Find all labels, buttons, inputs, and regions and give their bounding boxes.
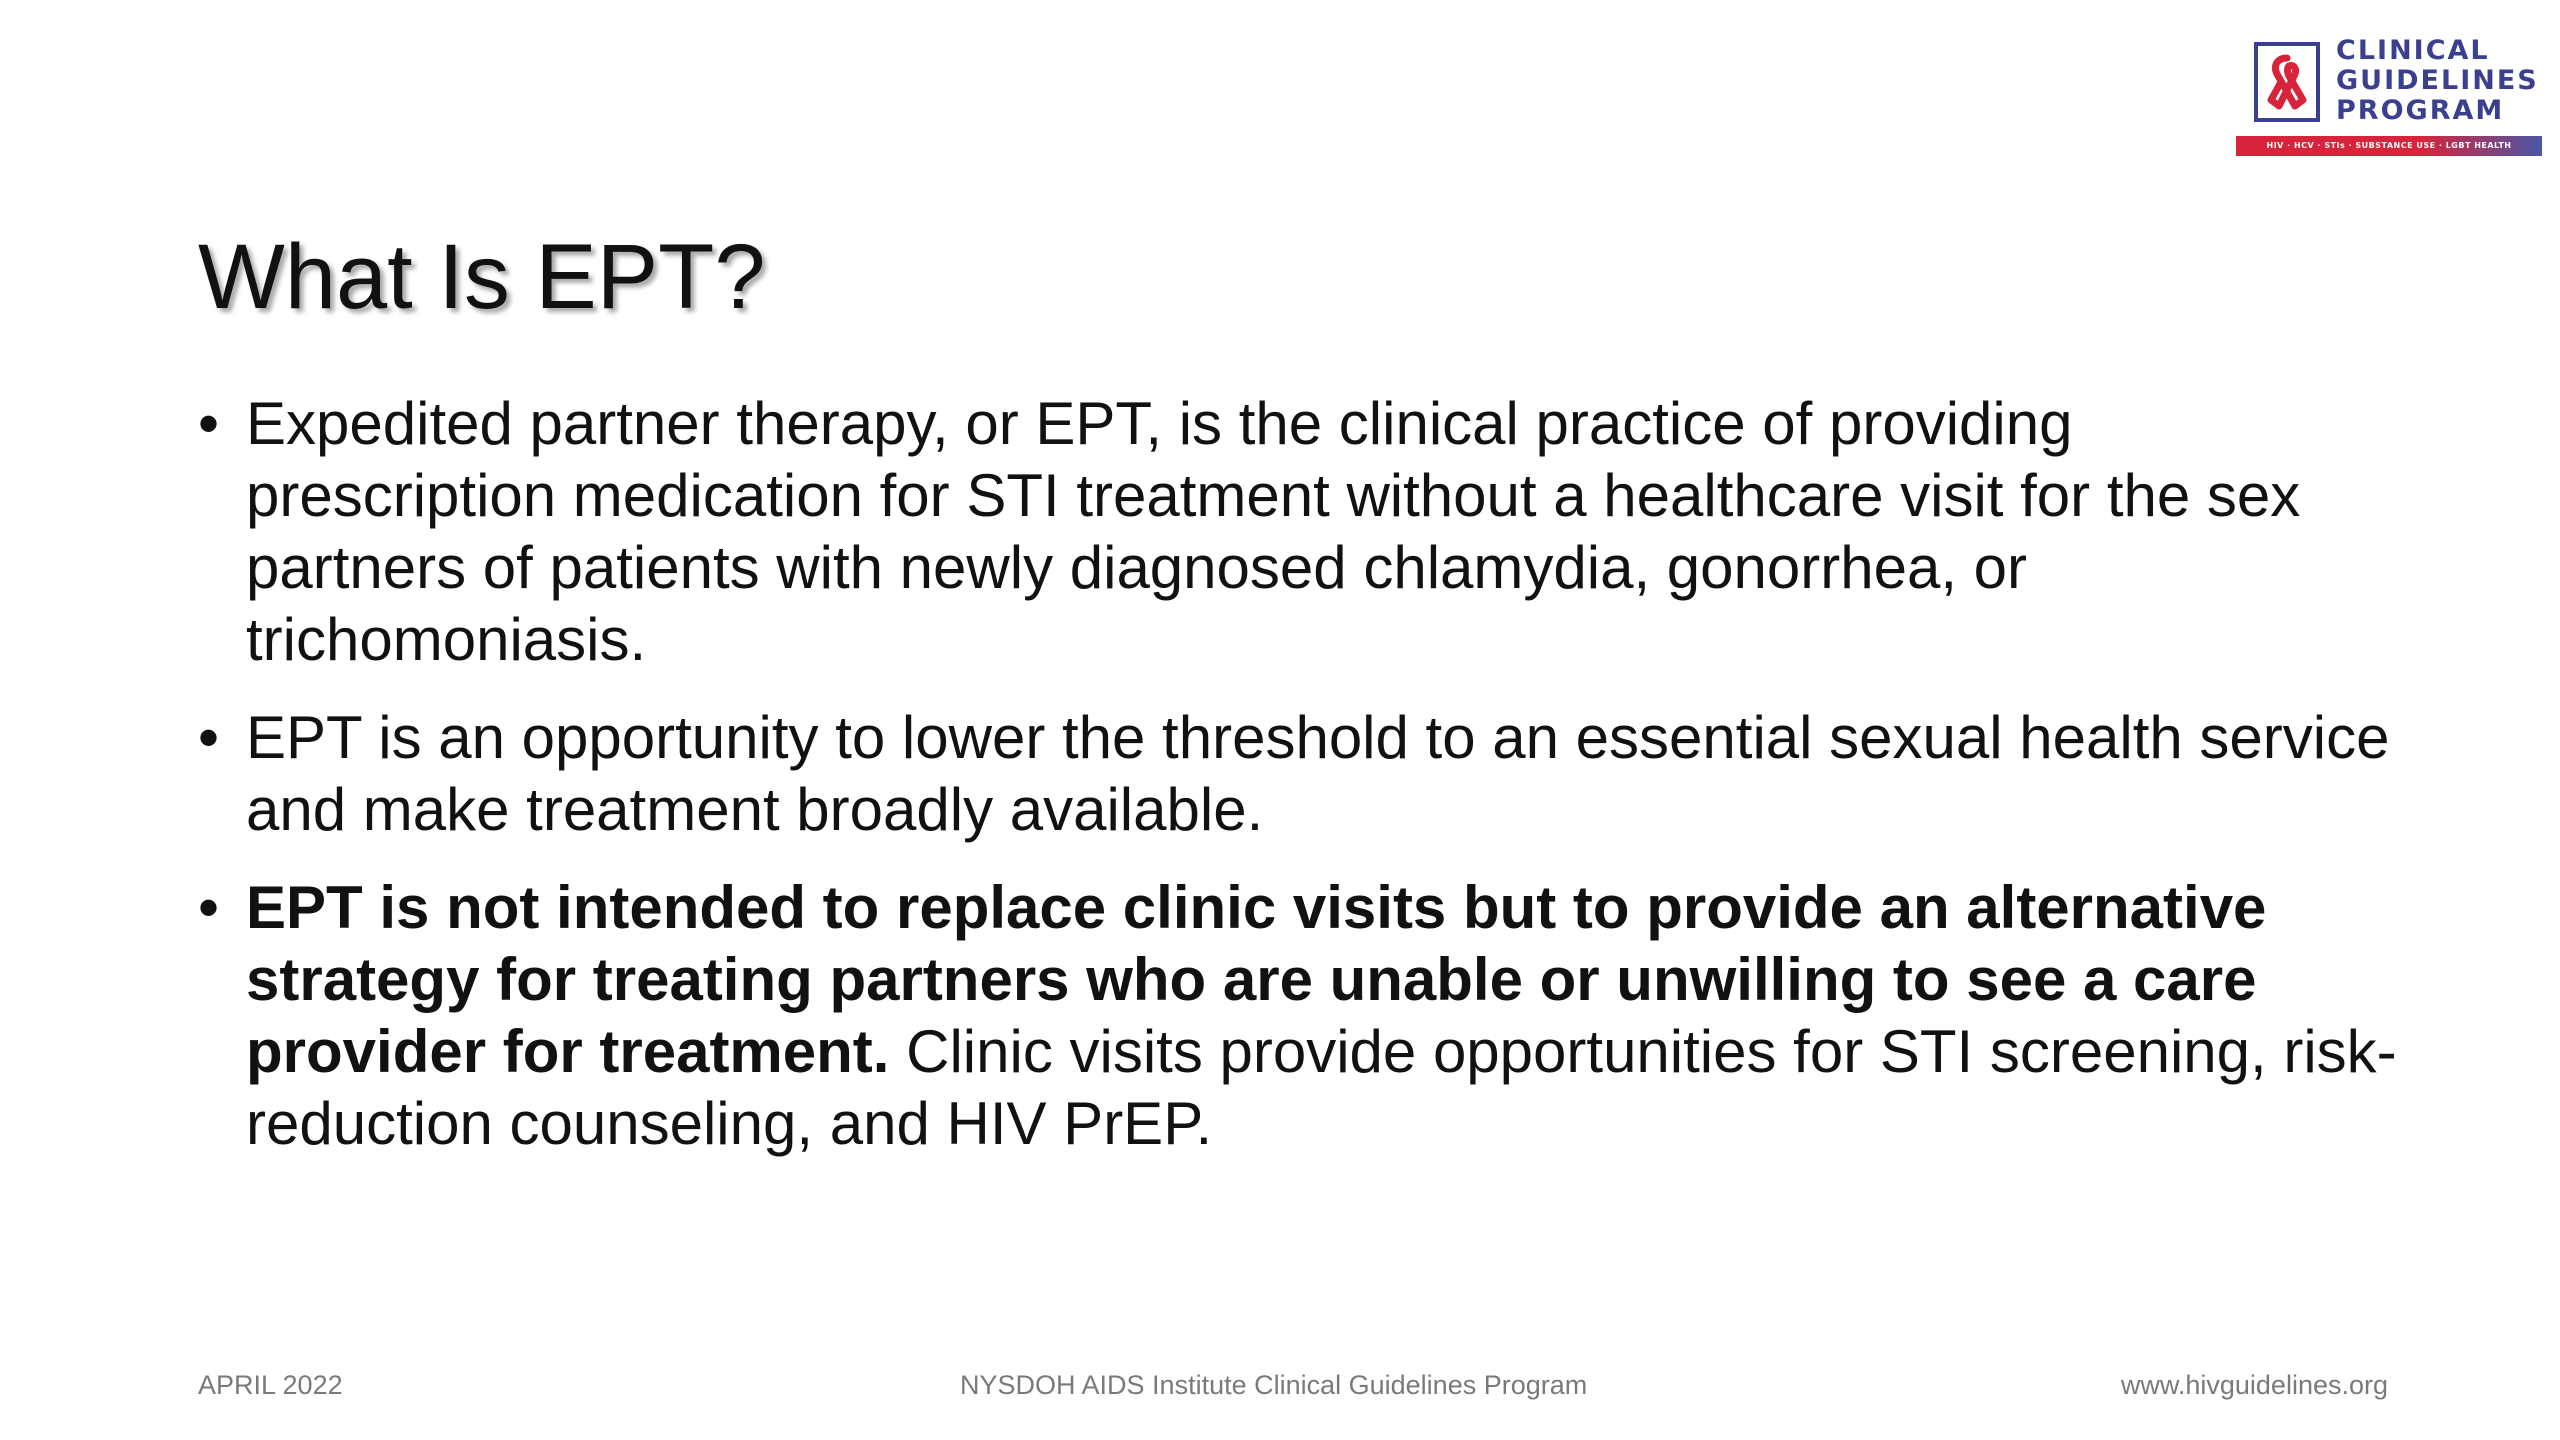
bullet-item	[198, 702, 2398, 846]
footer-url: www.hivguidelines.org	[2120, 1370, 2388, 1400]
slide-title: What Is EPT?	[198, 225, 766, 328]
bullet-dot: •	[198, 874, 220, 941]
bullet-item	[198, 872, 2398, 1160]
logo-box	[2254, 42, 2320, 122]
logo-line-clinical: CLINICAL	[2336, 35, 2490, 66]
bullet-text: Expedited partner therapy, or EPT, is the clinical practice of providing prescription medication for STI treatment without a healthcare visit for the sex partners of patients with newly diagnosed chlamydia, gonorrhea, or trichomoniasis.	[246, 390, 2301, 673]
logo-tagline: HIV · HCV · STIs · SUBSTANCE USE · LGBT HEALTH	[2266, 141, 2512, 150]
bullet-bold-text: EPT is not intended to replace clinic visits but to provide an alternative strategy for treating partners who are unable or unwilling to see a care provider for treatment.	[246, 874, 2267, 1085]
bullet-dot: •	[198, 390, 220, 457]
bullet-dot: •	[198, 704, 220, 771]
clinical-guidelines-logo	[2236, 34, 2542, 160]
bullet-item	[198, 388, 2398, 676]
logo-text	[2336, 36, 2539, 126]
bullet-text: EPT is an opportunity to lower the threshold to an essential sexual health service and make treatment broadly available.	[246, 704, 2390, 843]
red-ribbon-icon	[2265, 54, 2309, 112]
bullet-text: Clinic visits provide opportunities for STI screening, risk-reduction counseling, and HIV PrEP.	[246, 1018, 2397, 1157]
bullet-list	[198, 388, 2398, 1186]
logo-tagline-bar	[2236, 136, 2542, 156]
logo-line-guidelines: GUIDELINES	[2336, 65, 2539, 96]
footer-date: APRIL 2022	[198, 1370, 343, 1400]
footer-program: NYSDOH AIDS Institute Clinical Guidelines Program	[960, 1370, 1588, 1400]
logo-line-program: PROGRAM	[2336, 95, 2505, 126]
